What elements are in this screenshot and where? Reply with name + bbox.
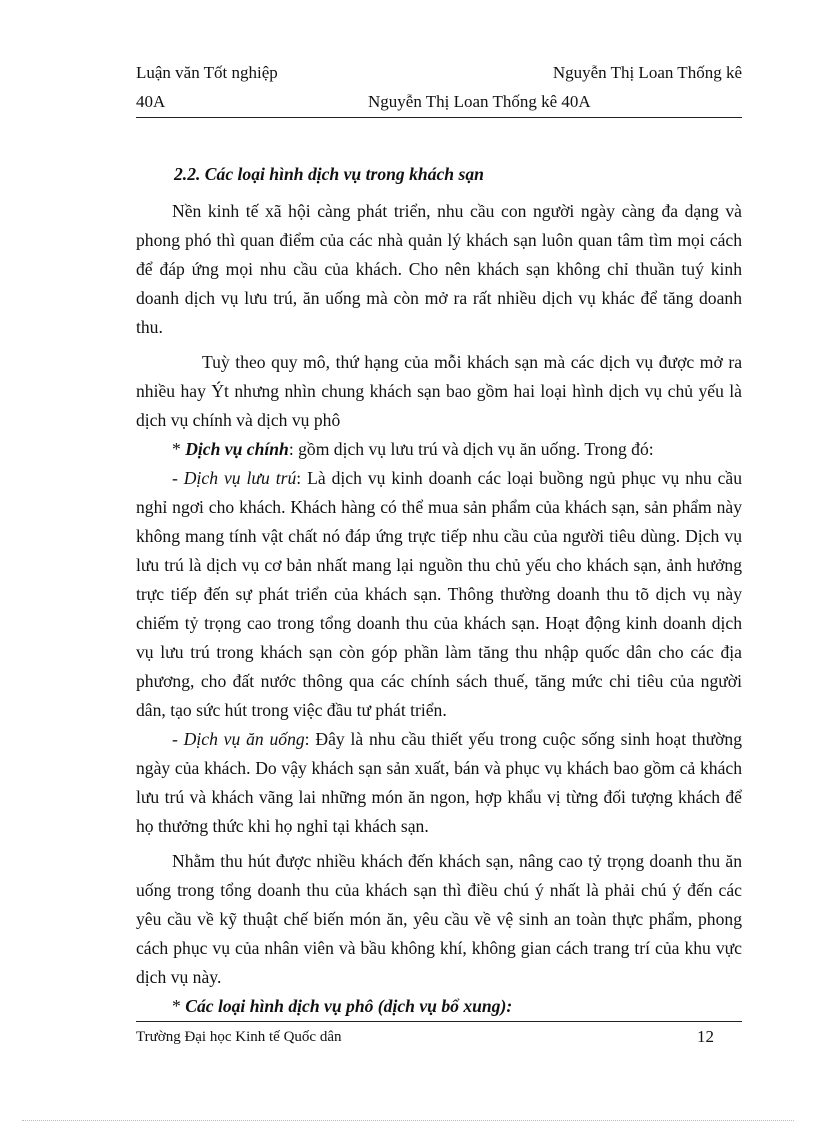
paragraph-2: Tuỳ theo quy mô, thứ hạng của mỗi khách sạn mà các dịch vụ được mở ra nhiều hay Ýt nhưng nhìn chung khách sạn bao gồm hai loại hình dịch vụ chủ yếu là dịch vụ chính và dịch vụ phô bbox=[136, 352, 742, 430]
section-heading: 2.2. Các loại hình dịch vụ trong khách sạn bbox=[174, 164, 484, 184]
header-row-1 bbox=[136, 58, 742, 87]
term-food-beverage: - Dịch vụ ăn uống bbox=[172, 729, 305, 749]
term-accommodation: - Dịch vụ lưu trú bbox=[172, 468, 297, 488]
paragraph-1: Nền kinh tế xã hội càng phát triển, nhu cầu con người ngày càng đa dạng và phong phó thì quan điểm của các nhà quản lý khách sạn luôn quan tâm tìm mọi cách để đáp ứng mọi nhu cầu của khách. Cho nên khách sạn không chỉ thuần tuý kinh doanh dịch vụ lưu trú, ăn uống mà còn mở ra rất nhiều dịch vụ khác để tăng doanh thu. bbox=[136, 201, 742, 337]
paragraph-6: Nhằm thu hút được nhiều khách đến khách sạn, nâng cao tỷ trọng doanh thu ăn uống trong tổng doanh thu của khách sạn thì điều chú ý nhất là phải chú ý đến các yêu cầu về kỹ thuật chế biến món ăn, yêu cầu về vệ sinh an toàn thực phẩm, phong cách phục vụ của nhân viên và bầu không khí, không gian cách trang trí của khu vực dịch vụ này. bbox=[136, 851, 742, 987]
paragraph-4 bbox=[136, 464, 742, 725]
paragraph-3 bbox=[136, 435, 742, 464]
page-footer bbox=[136, 1026, 714, 1048]
header-divider bbox=[136, 117, 742, 118]
header-thesis-label: Luận văn Tốt nghiệp bbox=[136, 63, 278, 82]
paragraph-4-text: : Là dịch vụ kinh doanh các loại buồng ngủ phục vụ nhu cầu nghỉ ngơi cho khách. Khách hàng có thể mua sản phẩm của khách sạn, sản phẩm này không mang tính vật chất nó đáp ứng trực tiếp nhu cầu của người tiêu dùng. Dịch vụ lưu trú là dịch vụ cơ bản nhất mang lại nguồn thu chủ yếu cho khách sạn, ảnh hưởng trực tiếp đến sự phát triển của khách sạn. Thông thường doanh thu tõ dịch vụ này chiếm tỷ trọng cao trong tổng doanh thu của khách sạn. Hoạt động kinh doanh dịch vụ lưu trú trong khách sạn còn góp phần làm tăng thu nhập quốc dân cho các địa phương, cho đất nước thông qua các chính sách thuế, tăng mức chi tiêu của người dân, tạo sức hút trong việc đầu tư phát triển. bbox=[136, 468, 742, 720]
header-row-2 bbox=[136, 87, 742, 116]
header-class-code: 40A bbox=[136, 92, 166, 111]
footer-divider bbox=[136, 1021, 742, 1022]
paragraph-5 bbox=[136, 725, 742, 841]
footer-institution: Trường Đại học Kinh tế Quốc dân bbox=[136, 1029, 342, 1045]
bullet-marker-2: * bbox=[172, 996, 186, 1016]
bullet-marker: * bbox=[172, 439, 186, 459]
term-supplementary-services: Các loại hình dịch vụ phô (dịch vụ bổ xung): bbox=[185, 996, 513, 1016]
header-author-class: Nguyễn Thị Loan Thống kê 40A bbox=[368, 92, 591, 111]
page-header bbox=[136, 58, 742, 116]
term-main-services: Dịch vụ chính bbox=[185, 439, 289, 459]
paragraph-7 bbox=[136, 992, 742, 1021]
page-body bbox=[136, 160, 742, 1021]
page-number: 12 bbox=[697, 1027, 714, 1046]
header-author: Nguyễn Thị Loan Thống kê bbox=[552, 63, 742, 82]
page-bottom-edge bbox=[22, 1120, 794, 1121]
paragraph-3-text: : gồm dịch vụ lưu trú và dịch vụ ăn uống. Trong đó: bbox=[288, 439, 654, 459]
paragraph-5-text: : Đây là nhu cầu thiết yếu trong cuộc sống sinh hoạt thường ngày của khách. Do vậy khách sạn sản xuất, bán và phục vụ khách bao gồm cả khách lưu trú và khách vãng lai những món ăn ngon, hợp khẩu vị từng đối tượng khách để họ thưởng thức khi họ nghỉ tại khách sạn. bbox=[136, 729, 743, 836]
